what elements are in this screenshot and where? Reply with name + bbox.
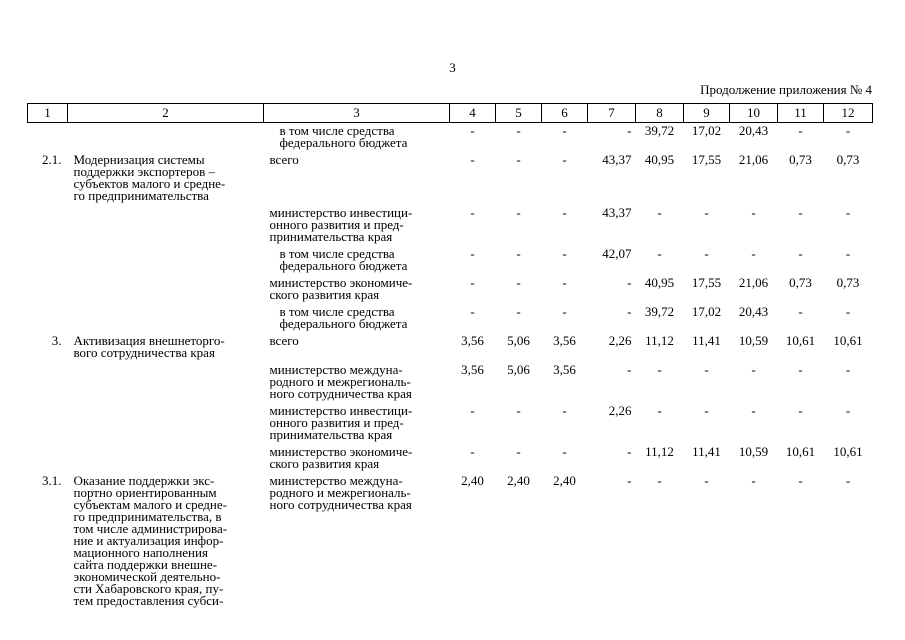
column-header: 4 [450,104,496,123]
value-cell: - [516,246,521,261]
item-name: Оказание поддержки экс- портно ориентированным субъектам малого и средне- го предпринимательства, в том числе администрирова- ние и актуализация инфор- мационного наполнения сайта поддержки внешне- экономической деятельно- сти Хабаровского края, пу- тем предоставления субси- [73,473,228,608]
value-cell: 20,43 [738,304,769,319]
value-cell: 0,73 [789,275,812,290]
value-cell: - [657,246,662,261]
value-cell: - [798,123,803,138]
value-cell: 10,59 [738,333,769,348]
value-cell: - [751,362,756,377]
item-number [28,123,68,153]
value-cell: 3,56 [461,362,484,377]
value-cell: - [845,205,851,220]
value-cell: - [798,246,803,261]
value-cell: 10,61 [785,444,816,459]
value-cell: 17,02 [691,304,722,319]
value-cell: 0,73 [836,275,860,290]
item-number: 3.1. [42,473,62,488]
funding-source: министерство междуна- родного и межрегиональ- ного сотрудничества края [269,362,412,401]
value-cell: - [562,275,567,290]
value-cell: - [516,205,521,220]
column-header: 3 [264,104,450,123]
funding-source: в том числе средства федерального бюджета [279,246,408,273]
column-header: 11 [778,104,824,123]
value-cell: 39,72 [644,123,675,138]
item-number: 3. [51,333,62,348]
value-cell: 11,12 [645,444,674,459]
item-number [28,246,68,275]
value-cell: 39,72 [644,304,675,319]
funding-source: министерство инвестици- онного развития и пред- принимательства края [269,403,413,442]
value-cell: - [845,473,851,488]
item-name [68,246,264,275]
value-cell: - [627,304,632,319]
funding-source: министерство междуна- родного и межрегиональ- ного сотрудничества края [269,473,412,512]
value-cell: 11,41 [692,444,721,459]
value-cell: - [627,123,632,138]
table-row [28,152,873,205]
value-cell: 20,43 [738,123,769,138]
funding-source: министерство экономиче- ского развития края [269,275,413,302]
value-cell: - [798,304,803,319]
value-cell: - [751,403,756,418]
value-cell: - [627,444,632,459]
value-cell: - [516,403,521,418]
value-cell: 3,56 [461,333,484,348]
item-name [68,123,264,153]
value-cell: - [562,403,567,418]
value-cell: 21,06 [738,275,769,290]
value-cell: - [627,473,632,488]
value-cell: - [845,123,851,138]
table-row [28,246,873,275]
column-header: 2 [68,104,264,123]
column-header: 9 [684,104,730,123]
value-cell: 10,61 [785,333,816,348]
table-row [28,403,873,444]
value-cell: 3,56 [553,333,576,348]
value-cell: - [845,403,851,418]
value-cell: 21,06 [738,152,769,167]
item-name: Активизация внешнеторго- вого сотрудничества края [73,333,225,360]
value-cell: - [798,403,803,418]
value-cell: - [627,275,632,290]
value-cell: - [704,246,709,261]
item-number [28,362,68,403]
table-row [28,473,873,610]
value-cell: 2,26 [608,333,632,348]
value-cell: - [845,362,851,377]
value-cell: - [516,152,521,167]
value-cell: - [657,205,662,220]
value-cell: - [470,444,475,459]
column-header: 8 [636,104,684,123]
value-cell: 43,37 [602,205,632,220]
value-cell: 10,59 [738,444,769,459]
value-cell: - [751,205,756,220]
value-cell: - [798,473,803,488]
continuation-label: Продолжение приложения № 4 [700,82,872,97]
value-cell: 0,73 [789,152,812,167]
funding-source: министерство инвестици- онного развития и пред- принимательства края [269,205,413,244]
item-number [28,304,68,333]
value-cell: - [470,304,475,319]
value-cell: 2,26 [608,403,632,418]
value-cell: - [516,275,521,290]
funding-source: в том числе средства федерального бюджета [279,304,408,331]
item-name [68,362,264,403]
value-cell: - [704,205,709,220]
value-cell: - [704,362,709,377]
value-cell: - [657,362,662,377]
column-header: 12 [824,104,873,123]
value-cell: 17,55 [691,152,722,167]
value-cell: 5,06 [507,362,530,377]
value-cell: 0,73 [836,152,860,167]
budget-table [27,103,873,610]
column-header: 7 [588,104,636,123]
value-cell: - [562,123,567,138]
item-number [28,403,68,444]
value-cell: - [704,473,709,488]
value-cell: - [516,304,521,319]
column-header: 10 [730,104,778,123]
item-name [68,444,264,473]
table-row [28,333,873,362]
value-cell: - [657,473,662,488]
table-row [28,444,873,473]
value-cell: - [516,123,521,138]
value-cell: - [470,246,475,261]
value-cell: - [751,473,756,488]
item-name [68,304,264,333]
item-name: Модернизация системы поддержки экспортеров – субъектов малого и средне- го предпринимательства [73,152,226,203]
table-row [28,275,873,304]
value-cell: - [470,205,475,220]
item-name [68,403,264,444]
page-number: 3 [449,60,456,75]
table-row [28,362,873,403]
value-cell: 42,07 [602,246,632,261]
value-cell: 40,95 [644,275,675,290]
value-cell: 3,56 [553,362,576,377]
value-cell: 40,95 [644,152,675,167]
value-cell: - [470,152,475,167]
table-row [28,205,873,246]
funding-source: министерство экономиче- ского развития края [269,444,413,471]
value-cell: - [845,304,851,319]
header-row [28,104,873,123]
value-cell: 5,06 [507,333,530,348]
value-cell: - [470,123,475,138]
item-name [68,275,264,304]
item-number [28,444,68,473]
column-header: 5 [496,104,542,123]
value-cell: - [562,246,567,261]
value-cell: - [562,444,567,459]
funding-source: всего [269,152,299,167]
value-cell: - [798,362,803,377]
value-cell: - [751,246,756,261]
item-number [28,275,68,304]
column-header: 1 [28,104,68,123]
table-row [28,123,873,153]
item-name [68,205,264,246]
value-cell: 17,02 [691,123,722,138]
value-cell: 2,40 [461,473,484,488]
value-cell: 43,37 [602,152,632,167]
funding-source: всего [269,333,299,348]
item-number [28,205,68,246]
value-cell: - [798,205,803,220]
value-cell: 11,41 [692,333,721,348]
value-cell: - [562,304,567,319]
column-header: 6 [542,104,588,123]
value-cell: - [845,246,851,261]
value-cell: 11,12 [645,333,674,348]
value-cell: - [562,152,567,167]
value-cell: - [657,403,662,418]
value-cell: - [516,444,521,459]
value-cell: - [704,403,709,418]
value-cell: - [470,403,475,418]
value-cell: 10,61 [833,333,863,348]
value-cell: - [562,205,567,220]
value-cell: 10,61 [833,444,863,459]
funding-source: в том числе средства федерального бюджета [279,123,408,150]
value-cell: - [627,362,632,377]
value-cell: 2,40 [553,473,576,488]
table-row [28,304,873,333]
value-cell: 17,55 [691,275,722,290]
value-cell: - [470,275,475,290]
value-cell: 2,40 [507,473,530,488]
item-number: 2.1. [42,152,62,167]
